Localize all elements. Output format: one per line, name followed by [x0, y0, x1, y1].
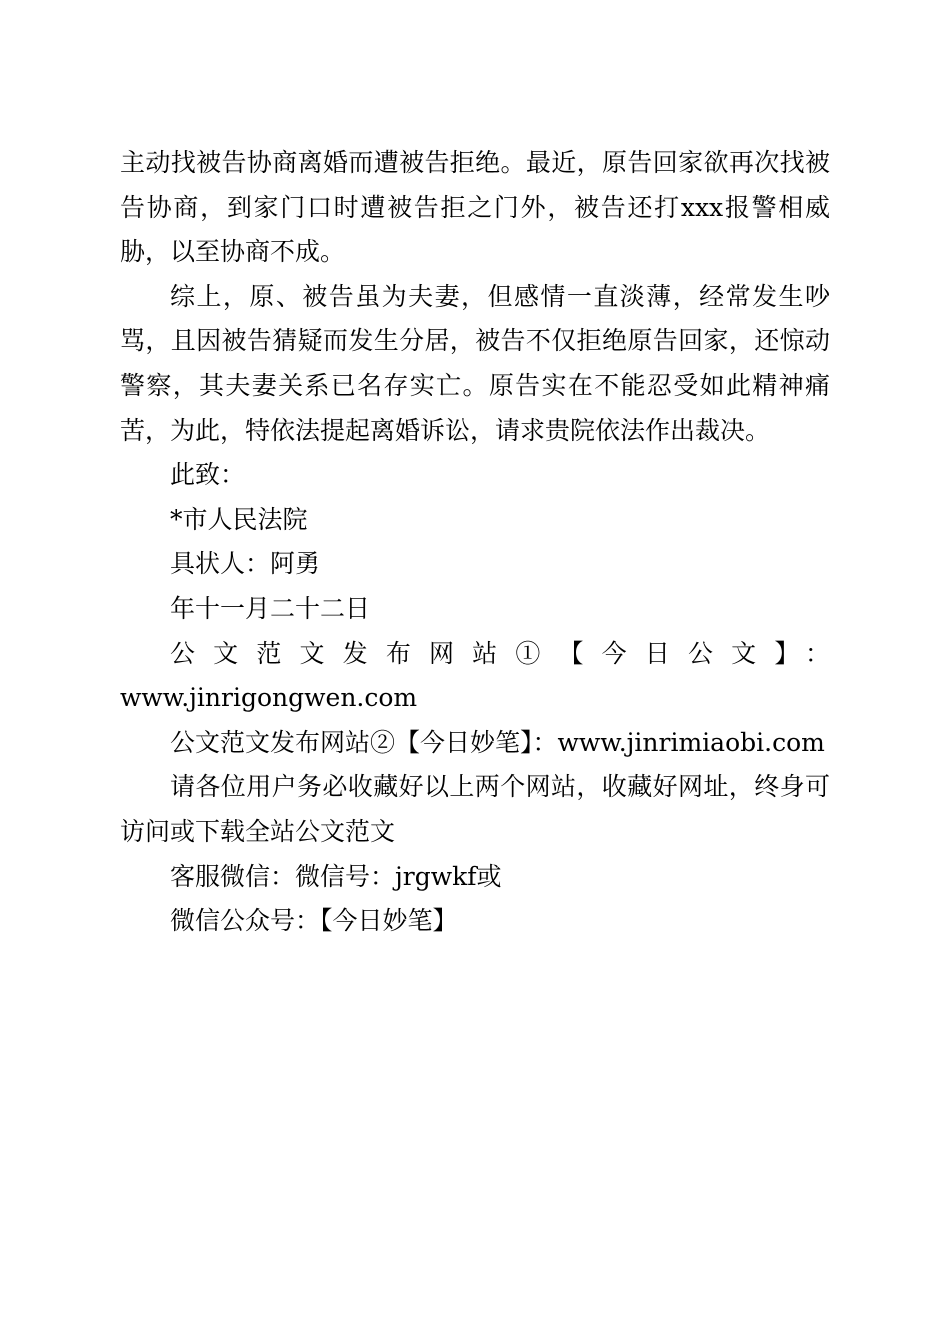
plaintiff-signature: 具状人：阿勇	[170, 549, 321, 579]
footer-site2: 公文范文发布网站②【今日妙笔】：www.jinrimiaobi.com	[170, 727, 825, 757]
footer-notice: 请各位用户务必收藏好以上两个网站，收藏好网址，终身可访问或下载全站公文范文	[120, 772, 830, 846]
footer-official-account: 微信公众号：【今日妙笔】	[170, 906, 458, 936]
footer-wechat: 客服微信：微信号：jrgwkf或	[170, 861, 502, 891]
salutation: 此致：	[170, 460, 246, 490]
document-body	[120, 141, 830, 944]
paragraph-summary: 综上，原、被告虽为夫妻，但感情一直淡薄，经常发生吵骂，且因被告猜疑而发生分居，被告不仅拒绝原告回家，还惊动警察，其夫妻关系已名存实亡。原告实在不能忍受如此精神痛苦，为此，特依法提起离婚诉讼，请求贵院依法作出裁决。	[120, 281, 830, 445]
document-date: 年十一月二十二日	[170, 593, 371, 623]
court-name: *市人民法院	[170, 504, 308, 534]
footer-site1-label: 公文范文发布网站①【今日公文】：	[170, 638, 830, 668]
paragraph-continuation: 主动找被告协商离婚而遭被告拒绝。最近，原告回家欲再次找被告协商，到家门口时遭被告拒之门外，被告还打xxx报警相威胁，以至协商不成。	[120, 148, 830, 267]
footer-site1-url: www.jinrigongwen.com	[120, 683, 418, 713]
